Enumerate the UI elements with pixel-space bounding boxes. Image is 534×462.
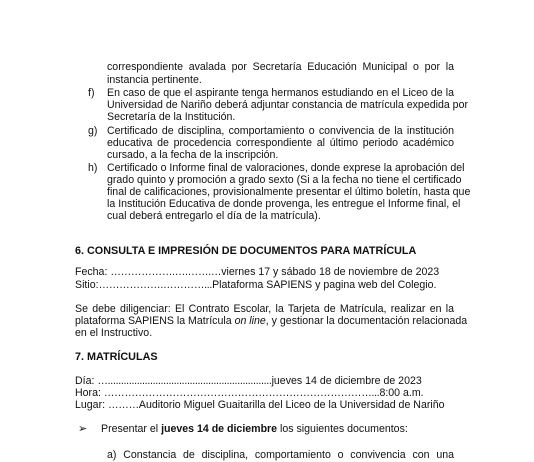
hora-row	[75, 387, 424, 399]
hora-label: Hora:	[75, 387, 104, 399]
item-e-line-2: instancia pertinente.	[107, 74, 202, 86]
item-f-line-3: Secretaría de la Institución.	[107, 111, 236, 123]
dia-value: jueves 14 de diciembre de 2023	[271, 375, 422, 387]
sub-item-a: a) Constancia de disciplina, comportamiento o convivencia con una	[107, 449, 454, 461]
item-f-line-2: Universidad de Nariño deberá adjuntar constancia de matrícula expedida por	[107, 99, 468, 111]
item-h-line-3: final de calificaciones, provisionalmente presentar el último boletín, hasta que	[107, 186, 471, 198]
lugar-row	[75, 399, 445, 411]
hora-leader: ……………………………………………………………………...	[103, 387, 380, 399]
fecha-value: viernes 17 y sábado 18 de noviembre de 2023	[221, 266, 440, 278]
fecha-leader: ……………….….…….…	[110, 266, 222, 278]
sitio-leader: ……………….…………...	[98, 279, 213, 291]
dia-label: Día:	[75, 375, 98, 387]
lugar-value: Auditorio Miguel Guaitarilla del Liceo de la Universidad de Nariño	[138, 399, 445, 411]
item-h-line-5: cual deberá entregarlo el día de la matrícula).	[107, 210, 321, 222]
section-6-heading: 6. CONSULTA E IMPRESIÓN DE DOCUMENTOS PARA MATRÍCULA	[75, 245, 417, 257]
bullet-date: jueves 14 de diciembre	[161, 423, 278, 435]
sitio-row	[75, 279, 436, 291]
sitio-label: Sitio:	[75, 279, 99, 291]
item-f-line-1: En caso de que el aspirante tenga hermanos estudiando en el Liceo de la	[107, 87, 454, 99]
dia-leader: …..............................................................	[97, 375, 272, 387]
item-h-line-2: grado quinto y promoción a grado sexto (Si a la fecha no tiene el certificado	[107, 174, 462, 186]
lugar-leader: ………	[107, 399, 139, 411]
item-h-marker: h)	[88, 162, 98, 174]
item-e-line-1: correspondiente avalada por Secretaría Educación Municipal o por la	[107, 61, 454, 73]
item-g-line-2: educativa de procedencia correspondiente al último periodo académico	[107, 137, 454, 149]
item-h-line-4: la Institución Educativa de donde provenga, les entregue el Informe final, el	[107, 198, 461, 210]
section-6-paragraph-line-1: Se debe diligenciar: El Contrato Escolar, la Tarjeta de Matrícula, realizar en la	[75, 303, 454, 315]
bullet-suffix: los siguientes documentos:	[277, 423, 408, 435]
item-g-line-3: cursado, a la fecha de la inscripción.	[107, 149, 279, 161]
section-6-paragraph-line-3: en el Instructivo.	[75, 327, 153, 339]
item-f-marker: f)	[88, 87, 95, 99]
item-g-line-1: Certificado de disciplina, comportamiento o convivencia de la institución	[107, 125, 454, 137]
fecha-row	[75, 266, 439, 278]
item-g-marker: g)	[88, 125, 98, 137]
fecha-label: Fecha:	[75, 266, 111, 278]
section-6-paragraph-line-2: plataforma SAPIENS la Matrícula on line, y gestionar la documentación relacionada	[75, 315, 468, 327]
item-h-line-1: Certificado o Informe final de valoraciones, donde exprese la aprobación del	[107, 162, 465, 174]
hora-value: 8:00 a.m.	[379, 387, 424, 399]
sitio-value: Plataforma SAPIENS y pagina web del Colegio.	[212, 279, 437, 291]
section-7-heading: 7. MATRÍCULAS	[75, 351, 158, 363]
documents-bullet	[101, 423, 408, 435]
bullet-prefix: Presentar el	[101, 423, 162, 435]
arrow-bullet-icon: ➢	[78, 423, 88, 435]
lugar-label: Lugar:	[75, 399, 108, 411]
dia-row	[75, 375, 422, 387]
